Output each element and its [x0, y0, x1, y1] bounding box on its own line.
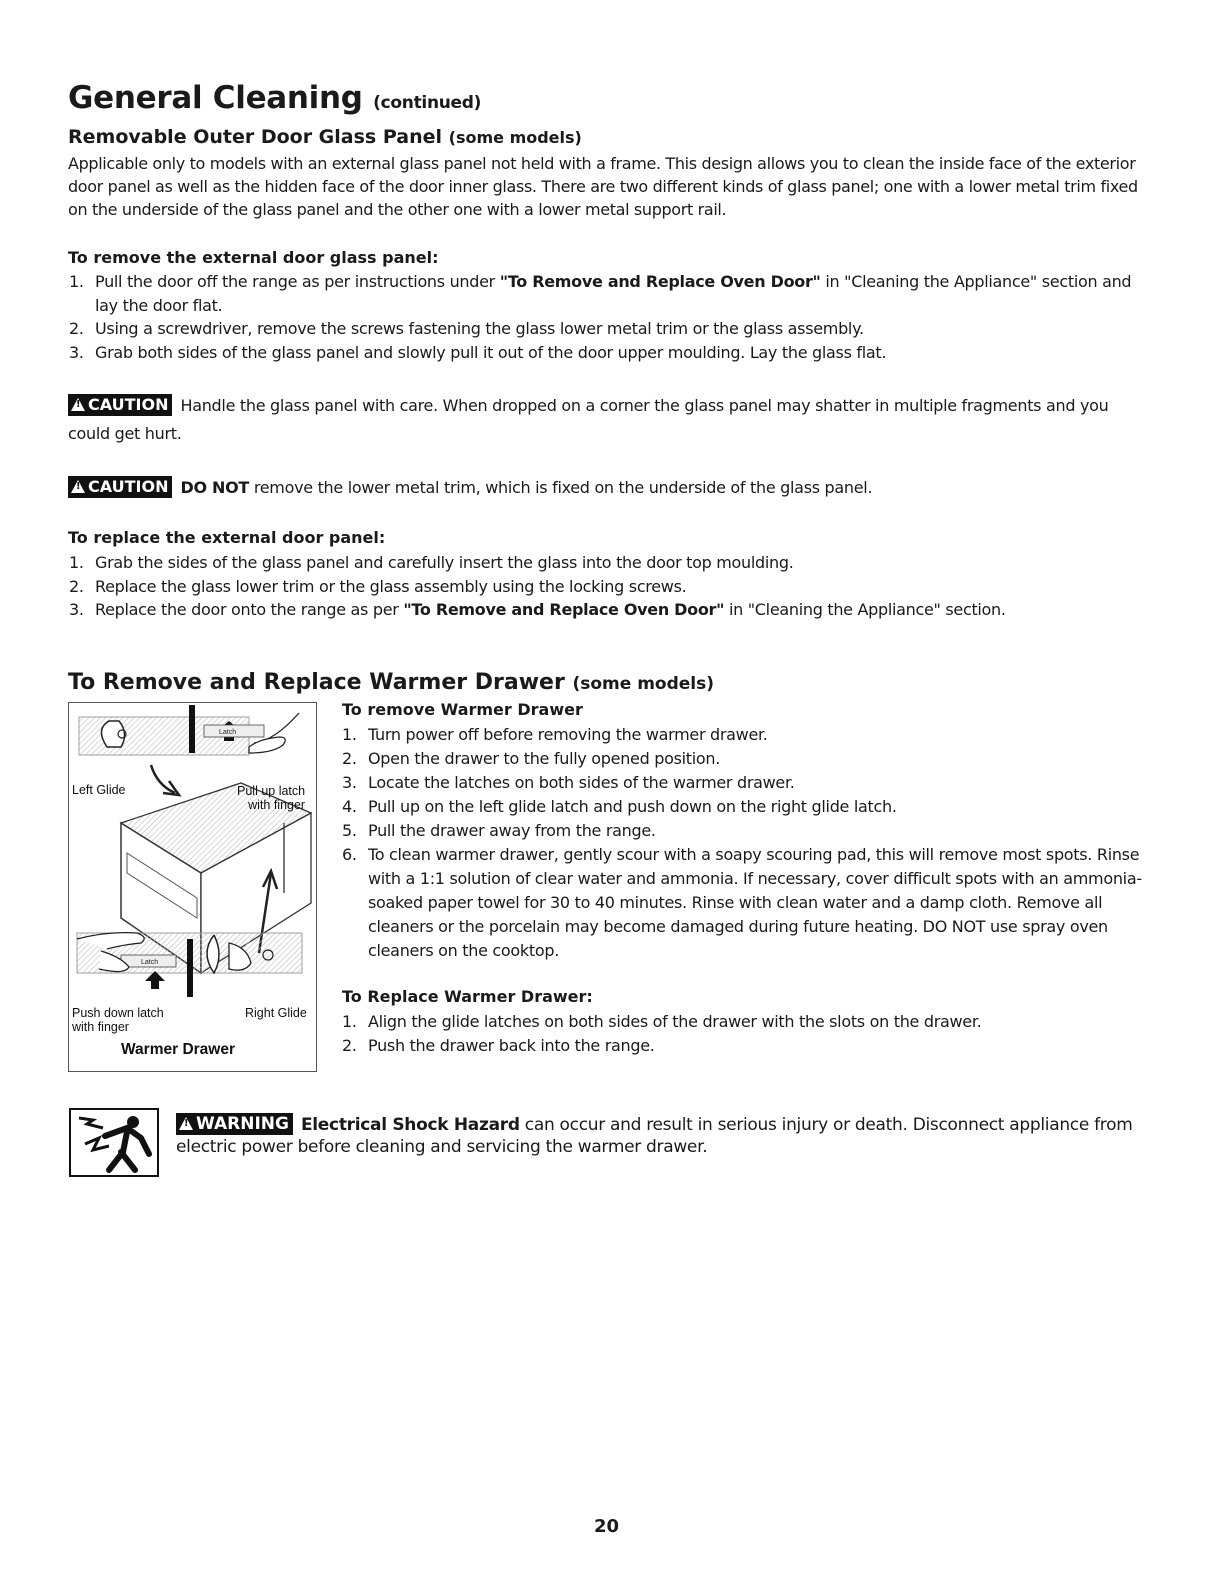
- step-text: Replace the door onto the range as per: [95, 600, 404, 619]
- step-text-tail: in "Cleaning the Appliance" section and lay the door flat.: [95, 272, 1132, 315]
- title-suffix: (continued): [373, 93, 482, 113]
- list-item: [341, 1010, 1146, 1034]
- warmer-drawer-heading-suffix: (some models): [572, 674, 715, 694]
- list-item: [341, 771, 1146, 795]
- step-number: 3.: [69, 600, 84, 619]
- step-number: 2.: [69, 576, 84, 596]
- step-number: 1.: [342, 1012, 357, 1031]
- list-item: [341, 819, 1146, 843]
- caution-badge: [68, 394, 172, 416]
- list-item: [68, 575, 1148, 599]
- figure-caption: Warmer Drawer: [121, 1041, 236, 1058]
- glass-panel-heading-suffix: (some models): [448, 128, 582, 147]
- replace-drawer-steps: [341, 1010, 1146, 1058]
- list-item: [68, 598, 1148, 622]
- warmer-drawer-heading: [68, 670, 714, 695]
- list-item: [68, 317, 1148, 341]
- pull-up-latch-label: Pull up latch with finger: [237, 784, 306, 812]
- step-text: Using a screwdriver, remove the screws fastening the glass lower metal trim or the glass assembly.: [95, 319, 864, 338]
- page-number: 20: [593, 1516, 620, 1537]
- step-number: 3.: [342, 773, 357, 792]
- warning-triangle-icon: [71, 480, 85, 493]
- glass-panel-heading: [68, 126, 582, 148]
- warning-triangle-icon: [71, 398, 85, 411]
- replace-glass-heading: To replace the external door panel:: [68, 528, 386, 547]
- step-text: Replace the glass lower trim or the glass assembly using the locking screws.: [95, 576, 687, 596]
- step-number: 3.: [69, 342, 84, 362]
- step-number: 5.: [342, 821, 357, 840]
- step-text: Align the glide latches on both sides of the drawer with the slots on the drawer.: [368, 1012, 982, 1031]
- right-glide-label: Right Glide: [245, 1006, 307, 1020]
- replace-drawer-heading: To Replace Warmer Drawer:: [342, 987, 593, 1006]
- step-text: Locate the latches on both sides of the warmer drawer.: [368, 773, 795, 792]
- step-number: 1.: [342, 725, 357, 744]
- step-text: Pull up on the left glide latch and push down on the right glide latch.: [368, 797, 897, 816]
- latch-label-top: Latch: [219, 729, 237, 736]
- step-text: Pull the door off the range as per instructions under: [95, 272, 500, 291]
- electrical-shock-icon: [69, 1108, 159, 1177]
- step-text: Grab the sides of the glass panel and carefully insert the glass into the door top moulding.: [95, 553, 794, 572]
- push-down-latch-label: Push down latch with finger: [72, 1006, 164, 1034]
- glass-panel-intro: Applicable only to models with an external glass panel not held with a frame. This design allows you to clean the inside face of the exterior door panel as well as the hidden face of the door inner glass. There are two different kinds of glass panel; one with a lower metal trim fixed on the underside of the glass panel and the other one with a lower metal support rail.: [68, 154, 1138, 219]
- warning-badge: [176, 1113, 293, 1135]
- caution-text: remove the lower metal trim, which is fixed on the underside of the glass panel.: [249, 478, 873, 497]
- step-text: Turn power off before removing the warmer drawer.: [368, 725, 768, 744]
- step-text-tail: in "Cleaning the Appliance" section.: [724, 600, 1006, 619]
- step-number: 2.: [69, 319, 84, 338]
- step-text: Pull the drawer away from the range.: [368, 821, 656, 840]
- warning-badge-label: WARNING: [196, 1114, 289, 1134]
- step-text: Open the drawer to the fully opened position.: [368, 749, 720, 768]
- electrical-shock-pictogram: [71, 1110, 157, 1175]
- step-reference: "To Remove and Replace Oven Door": [403, 600, 725, 619]
- step-number: 1.: [69, 272, 84, 291]
- replace-glass-steps: [68, 551, 1148, 622]
- step-number: 2.: [342, 749, 357, 768]
- electrical-warning: [176, 1113, 1136, 1158]
- list-item: [341, 723, 1146, 747]
- latch-label-bottom: Latch: [141, 959, 159, 966]
- glass-panel-heading-text: Removable Outer Door Glass Panel: [68, 126, 443, 148]
- step-text: Push the drawer back into the range.: [368, 1036, 655, 1055]
- list-item: [68, 341, 1148, 365]
- step-number: 1.: [69, 553, 84, 572]
- remove-glass-steps: [68, 270, 1148, 364]
- list-item: [341, 795, 1146, 819]
- list-item: [341, 747, 1146, 771]
- caution-note-1: [68, 392, 1148, 448]
- caution-text: Handle the glass panel with care. When dropped on a corner the glass panel may shatter in multiple fragments and you could get hurt.: [68, 396, 1109, 443]
- title-text: General Cleaning: [68, 80, 363, 116]
- step-number: 4.: [342, 797, 357, 816]
- warmer-drawer-figure: [68, 702, 317, 1072]
- remove-drawer-heading: To remove Warmer Drawer: [342, 700, 583, 719]
- step-text: Grab both sides of the glass panel and slowly pull it out of the door upper moulding. Lay the glass flat.: [95, 342, 887, 362]
- warning-triangle-icon: [179, 1117, 193, 1130]
- warning-text: can occur and result in serious injury or death. Disconnect appliance from electric power before cleaning and servicing the warmer drawer.: [176, 1115, 1133, 1157]
- remove-drawer-steps: [341, 723, 1146, 963]
- caution-badge: [68, 476, 172, 498]
- list-item: [68, 270, 1148, 317]
- list-item: [68, 551, 1148, 575]
- remove-glass-heading: To remove the external door glass panel:: [68, 248, 439, 267]
- caution-emphasis: DO NOT: [180, 478, 250, 497]
- warmer-drawer-heading-text: To Remove and Replace Warmer Drawer: [68, 670, 565, 695]
- list-item: [341, 1034, 1146, 1058]
- caution-note-2: [68, 474, 1148, 502]
- caution-badge-label: CAUTION: [88, 477, 169, 496]
- step-text: To clean warmer drawer, gently scour with a soapy scouring pad, this will remove most spots. Rinse with a 1:1 solution of clear water and ammonia. If necessary, cover difficult spots with an ammonia-soaked paper towel for 30 to 40 minutes. Rinse with clean water and a damp cloth. Remove all cleaners or the porcelain may become damaged during future heating. DO NOT use spray oven cleaners on the cooktop.: [368, 845, 1142, 960]
- step-number: 2.: [342, 1036, 357, 1055]
- list-item: [341, 843, 1146, 963]
- left-glide-label: Left Glide: [72, 783, 126, 797]
- warning-emphasis: Electrical Shock Hazard: [300, 1115, 520, 1135]
- caution-badge-label: CAUTION: [88, 395, 169, 414]
- page-title: [68, 80, 481, 116]
- step-number: 6.: [342, 845, 357, 864]
- step-reference: "To Remove and Replace Oven Door": [499, 272, 821, 291]
